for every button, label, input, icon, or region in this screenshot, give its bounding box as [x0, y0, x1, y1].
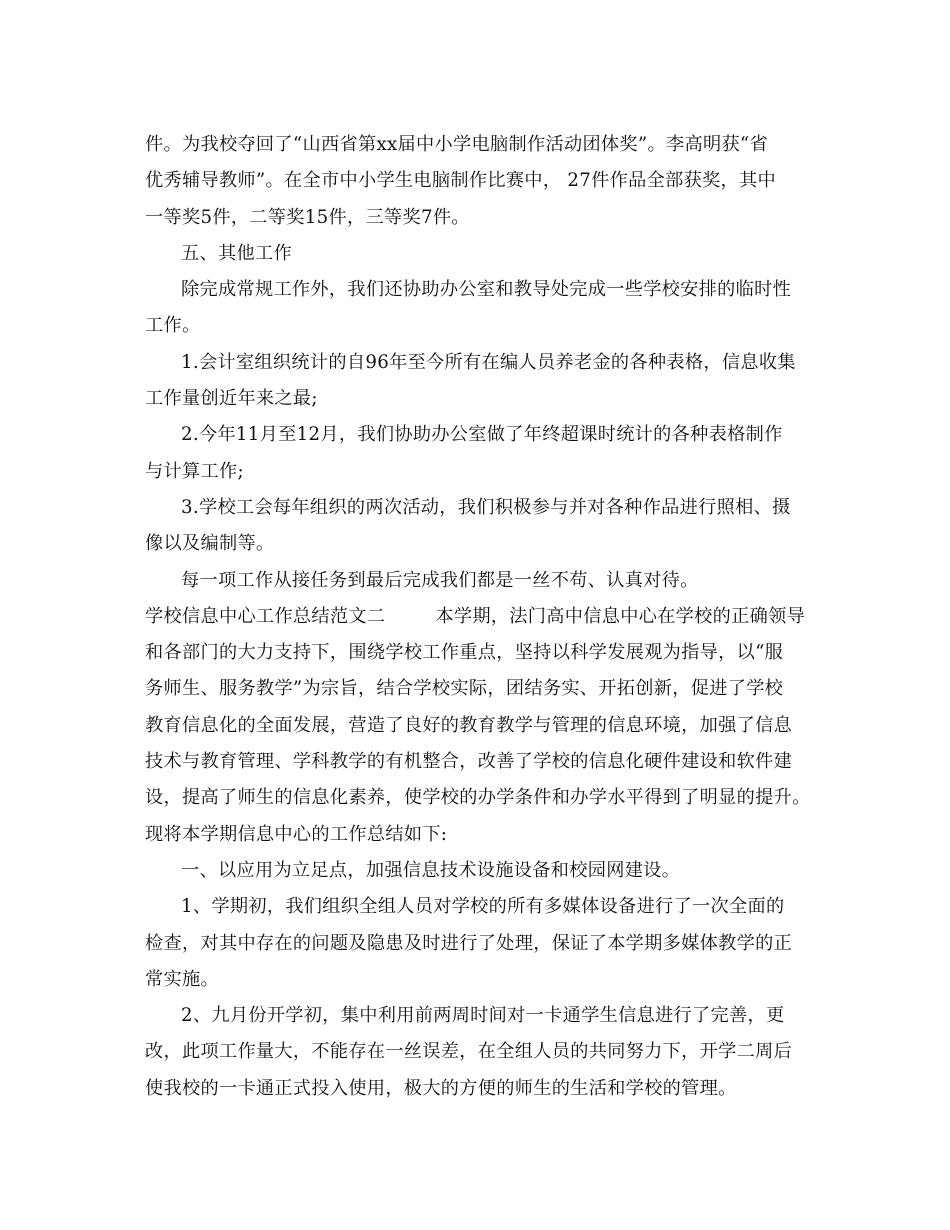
paragraph-line: 每一项工作从接任务到最后完成我们都是一丝不苟、认真对待。 — [181, 569, 699, 591]
paragraph-line: 务师生、服务教学”为宗旨，结合学校实际，团结务实、开拓创新，促进了学校 — [145, 678, 784, 700]
paragraph-line: 2、九月份开学初，集中利用前两周时间对一卡通学生信息进行了完善，更 — [181, 1005, 785, 1027]
paragraph-line: 除完成常规工作外，我们还协助办公室和教导处完成一些学校安排的临时性 — [181, 279, 792, 301]
list-item-line: 工作量创近年来之最; — [145, 388, 318, 410]
list-item-line: 1.会计室组织统计的自96年至今所有在编人员养老金的各种表格，信息收集 — [181, 351, 796, 373]
paragraph-line: 常实施。 — [145, 968, 219, 990]
paragraph-line: 检查，对其中存在的问题及隐患及时进行了处理，保证了本学期多媒体教学的正 — [145, 932, 793, 954]
list-item-line: 与计算工作; — [145, 460, 244, 482]
paragraph-line: 件。为我校夺回了“山西省第xx届中小学电脑制作活动团体奖”。李高明获“省 — [145, 134, 769, 155]
document-subtitle: 学校信息中心工作总结范文二 — [145, 605, 386, 627]
paragraph-line: 现将本学期信息中心的工作总结如下: — [145, 823, 448, 845]
title-line — [145, 599, 815, 635]
list-item-line: 2.今年11月至12月，我们协助办公室做了年终超课时统计的各种表格制作 — [181, 424, 783, 446]
section-heading: 五、其他工作 — [181, 242, 292, 264]
paragraph-line: 一等奖5件，二等奖15件，三等奖7件。 — [145, 206, 470, 228]
paragraph-line: 教育信息化的全面发展，营造了良好的教育教学与管理的信息环境，加强了信息 — [145, 714, 793, 736]
paragraph-line: 技术与教育管理、学科教学的有机整合，改善了学校的信息化硬件建设和软件建 — [145, 751, 793, 773]
paragraph-line: 设，提高了师生的信息化素养，使学校的办学条件和办学水平得到了明显的提升。 — [145, 787, 811, 809]
paragraph-line: 使我校的一卡通正式投入使用，极大的方便的师生的生活和学校的管理。 — [145, 1077, 737, 1099]
paragraph-start: 本学期，法门高中信息中心在学校的正确领导 — [435, 605, 806, 627]
paragraph-line: 工作。 — [145, 315, 201, 337]
document-body — [145, 127, 815, 1107]
paragraph-line: 优秀辅导教师”。在全市中小学生电脑制作比赛中， 27件作品全部获奖，其中 — [145, 170, 777, 192]
paragraph-line: 和各部门的大力支持下，围绕学校工作重点，坚持以科学发展观为指导，以“服 — [145, 642, 784, 664]
list-item-line: 3.学校工会每年组织的两次活动，我们积极参与并对各种作品进行照相、摄 — [181, 496, 791, 518]
section-heading: 一、以应用为立足点，加强信息技术设施设备和校园网建设。 — [181, 859, 681, 881]
paragraph-line: 改，此项工作量大，不能存在一丝误差，在全组人员的共同努力下，开学二周后 — [145, 1041, 793, 1063]
paragraph-line: 1、学期初，我们组织全组人员对学校的所有多媒体设备进行了一次全面的 — [181, 896, 785, 918]
list-item-line: 像以及编制等。 — [145, 533, 275, 555]
